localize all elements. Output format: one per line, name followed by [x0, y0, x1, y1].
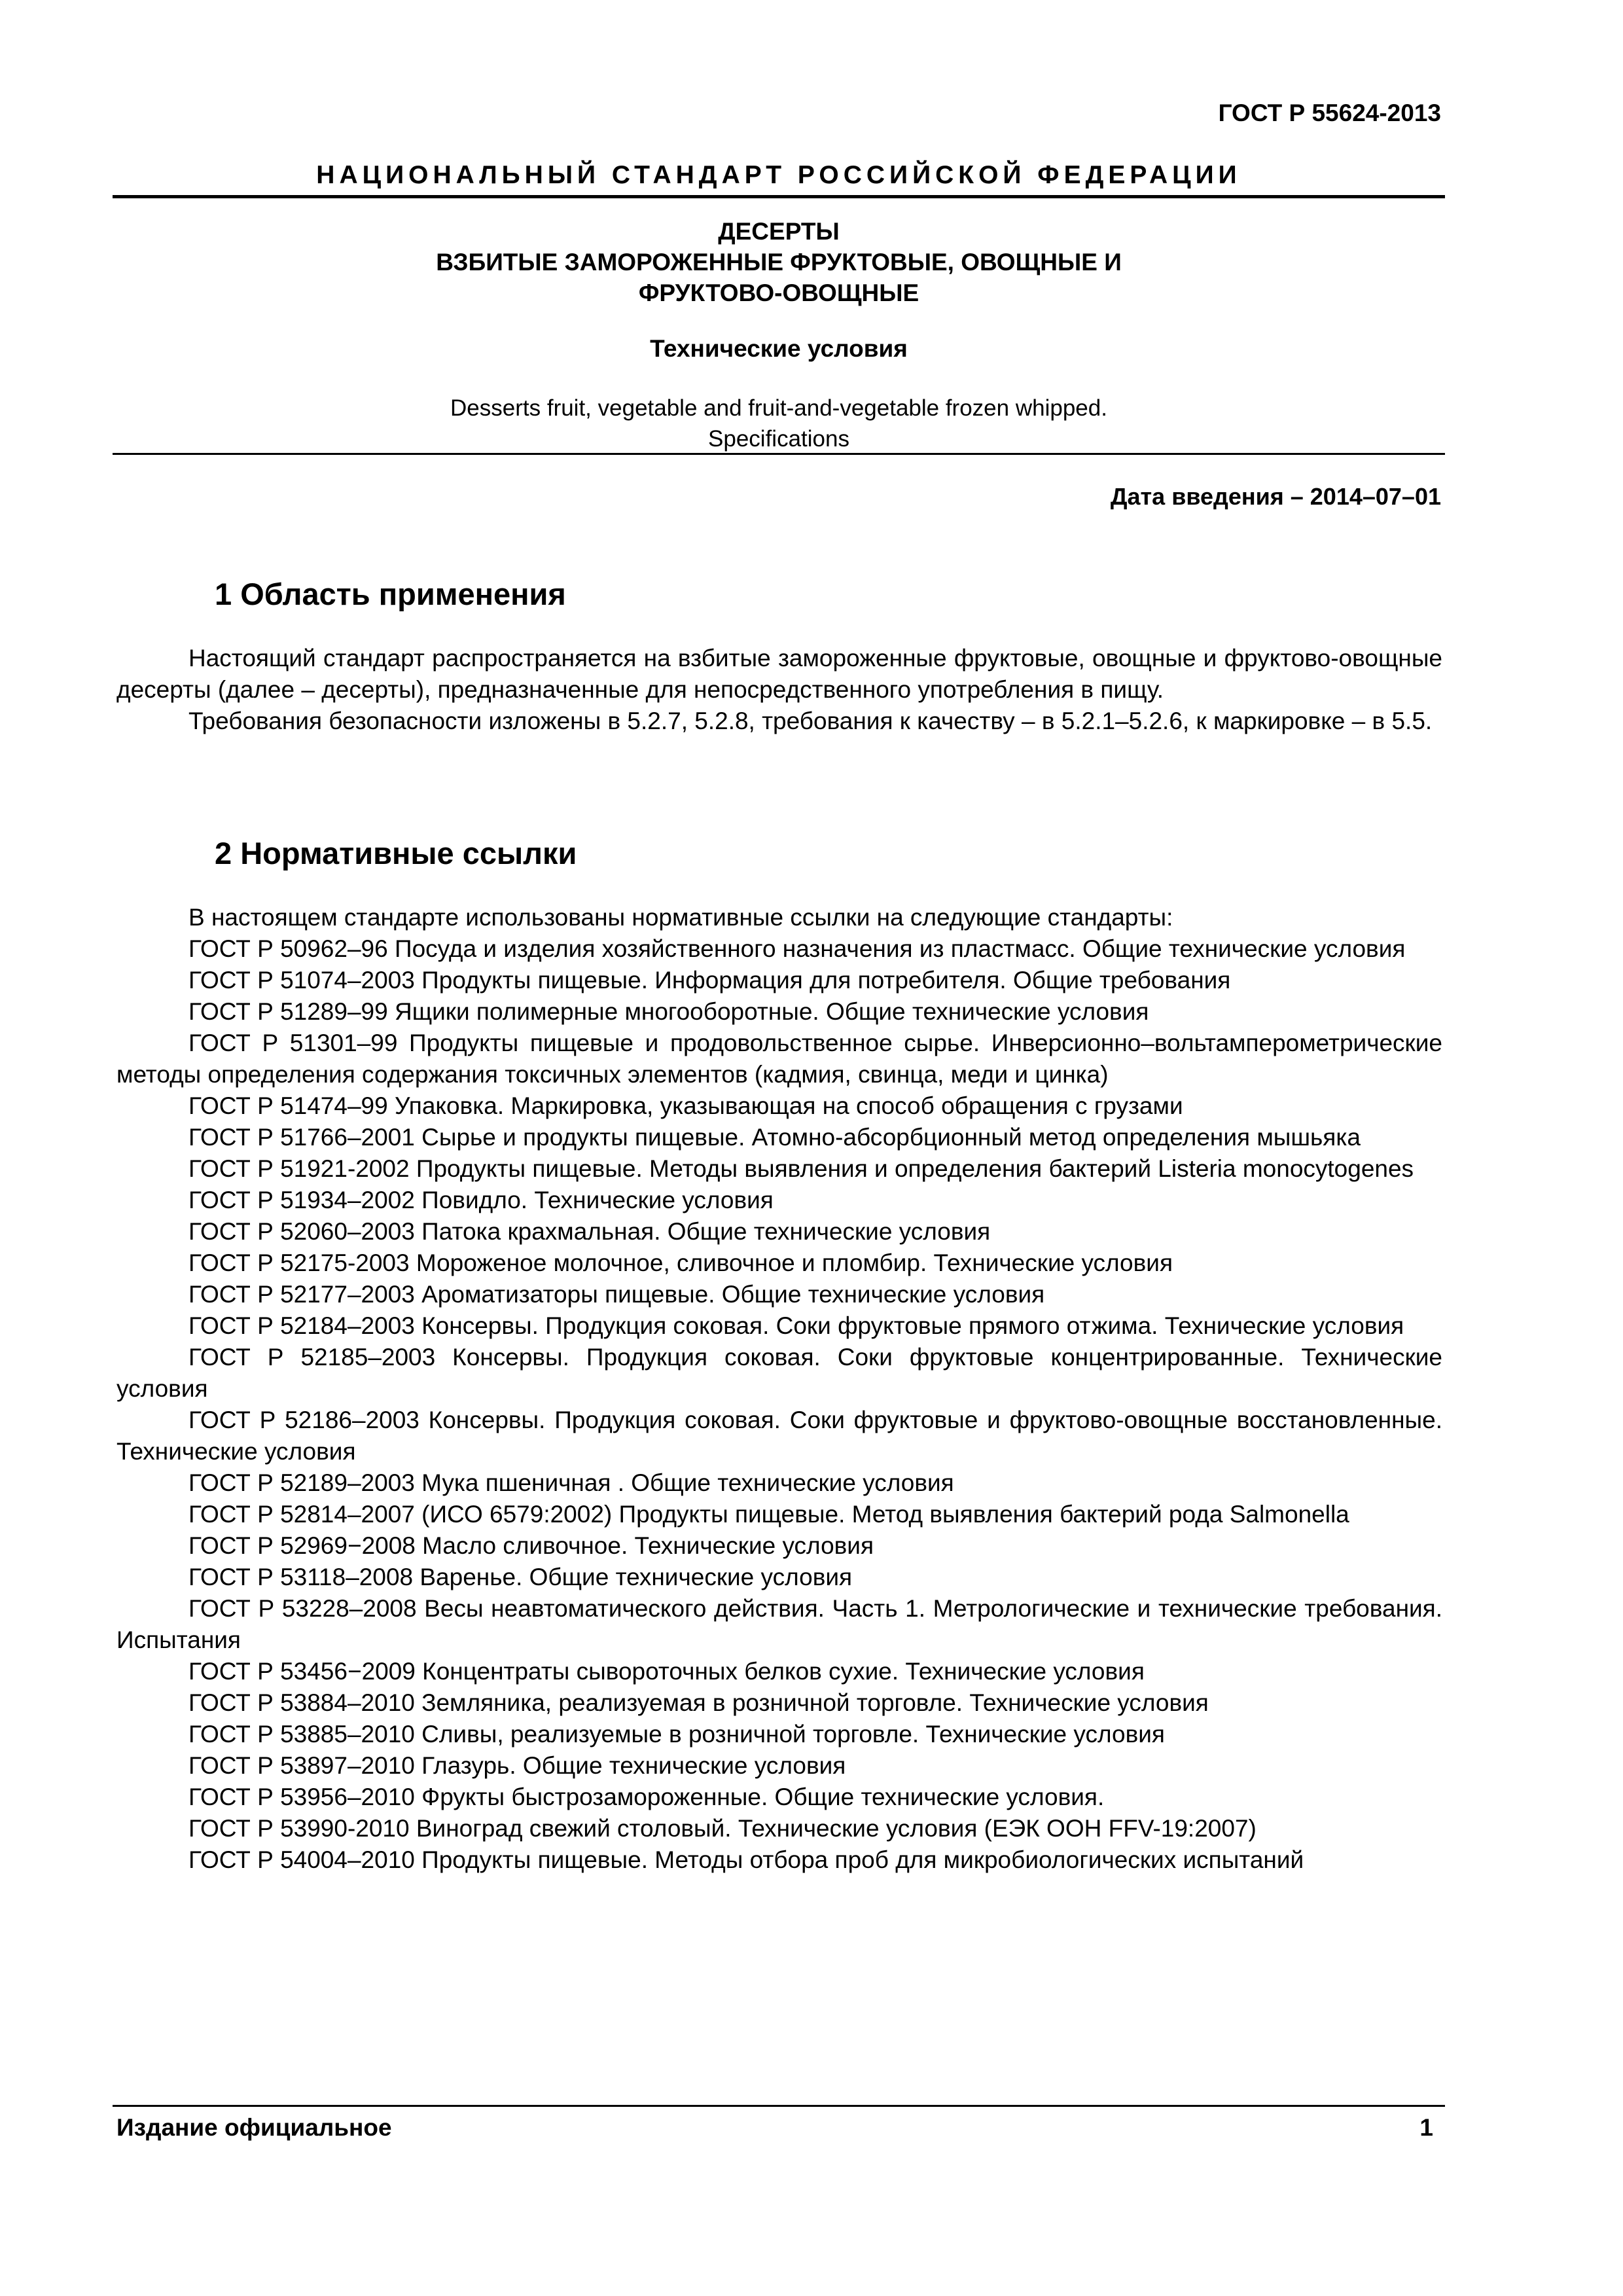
reference-item: ГОСТ Р 53456−2009 Концентраты сывороточных белков сухие. Технические условия [188, 1658, 1145, 1685]
reference-item: ГОСТ Р 52177–2003 Ароматизаторы пищевые. Общие технические условия [188, 1281, 1045, 1308]
reference-item: ГОСТ Р 53990-2010 Виноград свежий столовый. Технические условия (ЕЭК ООН FFV-19:2007) [188, 1815, 1257, 1842]
national-standard-title: НАЦИОНАЛЬНЫЙ СТАНДАРТ РОССИЙСКОЙ ФЕДЕРАЦИИ [316, 161, 1241, 189]
reference-item: ГОСТ Р 53885–2010 Сливы, реализуемые в розничной торговле. Технические условия [188, 1721, 1165, 1748]
document-subtitle: Технические условия [650, 335, 908, 362]
reference-item: ГОСТ Р 51074–2003 Продукты пищевые. Информация для потребителя. Общие требования [188, 967, 1231, 994]
reference-item: ГОСТ Р 53956–2010 Фрукты быстрозамороженные. Общие технические условия. [188, 1784, 1105, 1810]
english-title-line: Specifications [708, 426, 849, 452]
document-title [113, 216, 1445, 308]
paragraph: Требования безопасности изложены в 5.2.7, 5.2.8, требования к качеству – в 5.2.1–5.2.6, к маркировке – в 5.5. [188, 708, 1433, 734]
paragraph: В настоящем стандарте использованы нормативные ссылки на следующие стандарты: [188, 904, 1173, 931]
paragraph: Настоящий стандарт распространяется на взбитые замороженные фруктовые, овощные и фруктово-овощные десерты (далее – десерты), предназначенные для непосредственного употребления в пищу. [116, 645, 1442, 703]
section-heading-references: 2 Нормативные ссылки [215, 836, 577, 870]
reference-item: ГОСТ Р 52185–2003 Консервы. Продукция соковая. Соки фруктовые концентрированные. Технические условия [116, 1344, 1442, 1402]
reference-item: ГОСТ Р 51934–2002 Повидло. Технические условия [188, 1187, 774, 1213]
page-number: 1 [1419, 2114, 1433, 2141]
reference-item: ГОСТ Р 53228–2008 Весы неавтоматического действия. Часть 1. Метрологические и технические требования. Испытания [116, 1595, 1442, 1653]
introduction-date: Дата введения – 2014–07–01 [1110, 483, 1441, 510]
english-title-line: Desserts fruit, vegetable and fruit-and-vegetable frozen whipped. [450, 395, 1107, 421]
title-line: ДЕСЕРТЫ [718, 218, 840, 245]
header-rule [113, 195, 1445, 198]
section-body-scope [116, 643, 1442, 737]
section-heading-scope: 1 Область применения [215, 577, 566, 611]
reference-item: ГОСТ Р 52184–2003 Консервы. Продукция соковая. Соки фруктовые прямого отжима. Технические условия [188, 1312, 1404, 1339]
reference-item: ГОСТ Р 50962–96 Посуда и изделия хозяйственного назначения из пластмасс. Общие технические условия [188, 935, 1406, 962]
reference-item: ГОСТ Р 53884–2010 Земляника, реализуемая в розничной торговле. Технические условия [188, 1689, 1209, 1716]
title-rule [113, 453, 1445, 455]
reference-item: ГОСТ Р 52969−2008 Масло сливочное. Технические условия [188, 1532, 874, 1559]
reference-item: ГОСТ Р 51474–99 Упаковка. Маркировка, указывающая на способ обращения с грузами [188, 1092, 1183, 1119]
reference-item: ГОСТ Р 52060–2003 Патока крахмальная. Общие технические условия [188, 1218, 991, 1245]
reference-item: ГОСТ Р 53118–2008 Варенье. Общие технические условия [188, 1564, 853, 1590]
reference-item: ГОСТ Р 52814–2007 (ИСО 6579:2002) Продукты пищевые. Метод выявления бактерий рода Salmonella [188, 1501, 1349, 1528]
reference-item: ГОСТ Р 54004–2010 Продукты пищевые. Методы отбора проб для микробиологических испытаний [188, 1846, 1304, 1873]
reference-item: ГОСТ Р 52186–2003 Консервы. Продукция соковая. Соки фруктовые и фруктово-овощные восстановленные. Технические условия [116, 1407, 1442, 1465]
reference-item: ГОСТ Р 51766–2001 Сырье и продукты пищевые. Атомно-абсорбционный метод определения мышьяка [188, 1124, 1361, 1151]
reference-item: ГОСТ Р 51921-2002 Продукты пищевые. Методы выявления и определения бактерий Listeria monocytogenes [188, 1155, 1414, 1182]
title-line: ВЗБИТЫЕ ЗАМОРОЖЕННЫЕ ФРУКТОВЫЕ, ОВОЩНЫЕ И [436, 249, 1122, 276]
section-body-references [116, 902, 1442, 1876]
reference-item: ГОСТ Р 52175-2003 Мороженое молочное, сливочное и пломбир. Технические условия [188, 1249, 1173, 1276]
title-line: ФРУКТОВО-ОВОЩНЫЕ [638, 279, 919, 306]
edition-label: Издание официальное [116, 2114, 392, 2141]
reference-item: ГОСТ Р 51301–99 Продукты пищевые и продовольственное сырье. Инверсионно–вольтамперометрические методы определения содержания токсичных элементов (кадмия, свинца, меди и цинка) [116, 1030, 1442, 1088]
reference-item: ГОСТ Р 51289–99 Ящики полимерные многооборотные. Общие технические условия [188, 998, 1149, 1025]
footer-rule [113, 2105, 1445, 2107]
english-title [113, 393, 1445, 454]
reference-item: ГОСТ Р 52189–2003 Мука пшеничная . Общие технические условия [188, 1469, 954, 1496]
reference-item: ГОСТ Р 53897–2010 Глазурь. Общие технические условия [188, 1752, 846, 1779]
document-code: ГОСТ Р 55624-2013 [1218, 99, 1441, 126]
